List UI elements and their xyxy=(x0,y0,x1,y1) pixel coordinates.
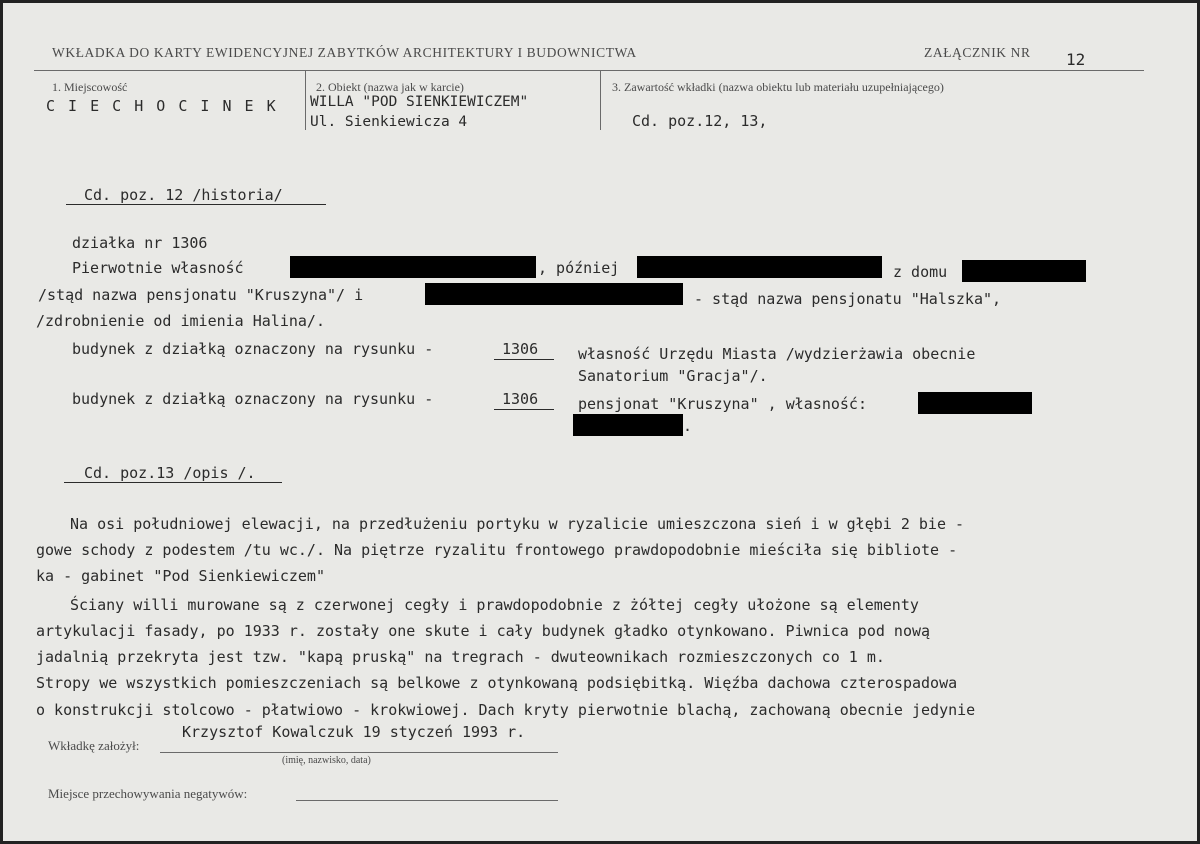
description-line: gowe schody z podestem /tu wc./. Na piętrze ryzalitu frontowego prawdopodobnie mieściła się bibliote - xyxy=(36,541,958,559)
inserted-by-line xyxy=(160,752,558,753)
description-heading-underline xyxy=(64,482,282,483)
building1-label: budynek z działką oznaczony na rysunku - xyxy=(72,340,434,358)
building1-text-line1: własność Urzędu Miasta /wydzierżawia obecnie xyxy=(578,345,976,363)
inserted-by-hint: (imię, nazwisko, data) xyxy=(282,755,371,766)
description-line: Na osi południowej elewacji, na przedłużeniu portyku w ryzalicie umieszczona sień i w głębi 2 bie - xyxy=(70,515,965,533)
description-line: jadalnią przekryta jest tzw. "kapą pruską" na tregrach - dwuteownikach rozmieszczonych co 1 m. xyxy=(36,648,885,666)
plot-number: działka nr 1306 xyxy=(72,234,208,252)
building2-label: budynek z działką oznaczony na rysunku - xyxy=(72,390,434,408)
history-heading-underline xyxy=(66,204,326,205)
history-line1-a: Pierwotnie własność xyxy=(72,259,244,277)
building1-number-underline xyxy=(494,359,554,360)
description-heading: Cd. poz.13 /opis /. xyxy=(84,464,256,482)
object-value-line2: Ul. Sienkiewicza 4 xyxy=(310,114,468,130)
redaction-owner-2 xyxy=(637,256,882,278)
redaction-owner-5 xyxy=(573,414,683,436)
attachment-number: 12 xyxy=(1066,50,1086,69)
header-rule xyxy=(34,70,1144,71)
inserted-by-value: Krzysztof Kowalczuk 19 styczeń 1993 r. xyxy=(182,723,526,741)
form-title: WKŁADKA DO KARTY EWIDENCYJNEJ ZABYTKÓW ARCHITEKTURY I BUDOWNICTWA xyxy=(52,45,637,60)
description-line: Ściany willi murowane są z czerwonej cegły i prawdopodobnie z żółtej cegły ułożone są elementy xyxy=(70,596,919,614)
description-line: artykulacji fasady, po 1933 r. zostały one skute i cały budynek gładko otynkowano. Piwnica pod nową xyxy=(36,622,931,640)
object-value-line1: WILLA "POD SIENKIEWICZEM" xyxy=(310,94,529,110)
history-line2-b: - stąd nazwa pensjonatu "Halszka", xyxy=(694,290,1002,308)
building2-text: pensjonat "Kruszyna" , własność: xyxy=(578,395,867,413)
redaction-owner-4 xyxy=(918,392,1032,414)
negatives-location-label: Miejsce przechowywania negatywów: xyxy=(48,786,248,801)
building2-number: 1306 xyxy=(502,390,539,408)
history-line2-a: /stąd nazwa pensjonatu "Kruszyna"/ i xyxy=(38,286,364,304)
history-line1-b: , później xyxy=(538,259,620,277)
field-divider-1 xyxy=(305,70,306,130)
building1-text-line2: Sanatorium "Gracja"/. xyxy=(578,367,768,385)
content-label: 3. Zawartość wkładki (nazwa obiektu lub materiału uzupełniającego) xyxy=(612,80,944,94)
description-line: o konstrukcji stolcowo - płatwiowo - krokwiowej. Dach kryty pierwotnie blachą, zachowaną obecnie jedynie xyxy=(36,701,976,719)
field-divider-2 xyxy=(600,70,601,130)
building1-number: 1306 xyxy=(502,340,539,358)
negatives-location-line xyxy=(296,800,558,801)
locality-label: 1. Miejscowość xyxy=(52,80,128,94)
redaction-owner-1 xyxy=(290,256,536,278)
history-line3: /zdrobnienie od imienia Halina/. xyxy=(36,312,325,330)
locality-value: C I E C H O C I N E K xyxy=(46,97,278,115)
content-value: Cd. poz.12, 13, xyxy=(632,112,768,130)
description-line: ka - gabinet "Pod Sienkiewiczem" xyxy=(36,567,325,585)
object-label: 2. Obiekt (nazwa jak w karcie) xyxy=(316,80,464,94)
redaction-maiden-name xyxy=(962,260,1086,282)
building2-end: . xyxy=(683,417,693,435)
redaction-owner-3 xyxy=(425,283,683,305)
description-line: Stropy we wszystkich pomieszczeniach są belkowe z otynkowaną podsiębitką. Więźba dachowa czterospadowa xyxy=(36,674,958,692)
history-line1-c: z domu xyxy=(893,263,948,281)
history-heading: Cd. poz. 12 /historia/ xyxy=(84,186,283,204)
building2-number-underline xyxy=(494,409,554,410)
attachment-label: ZAŁĄCZNIK NR xyxy=(924,45,1031,60)
inserted-by-label: Wkładkę założył: xyxy=(48,738,140,753)
